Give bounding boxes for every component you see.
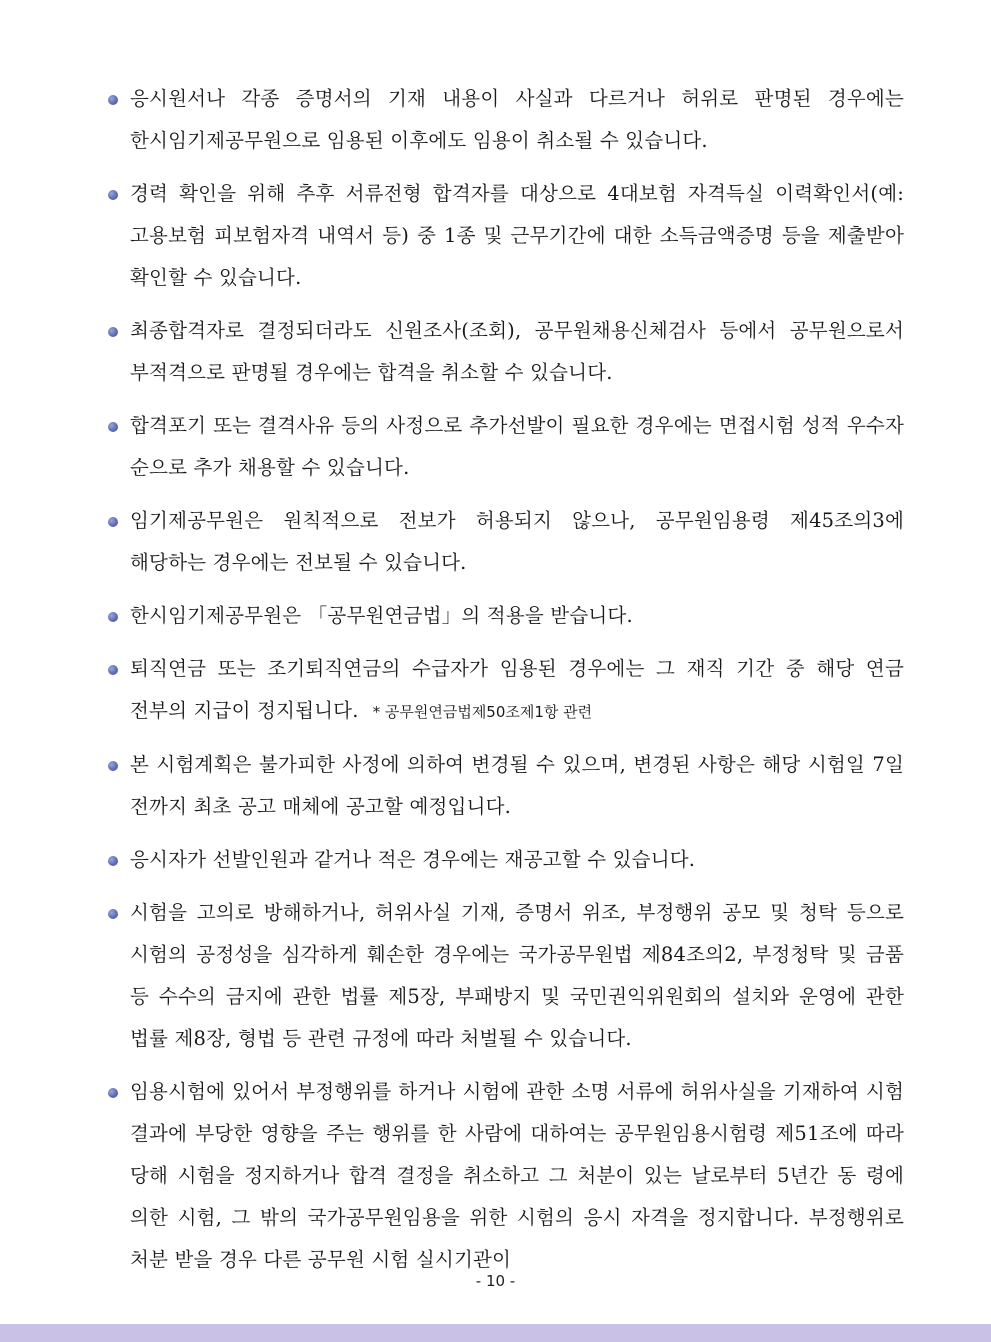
bullet-icon [108,909,118,919]
item-text: 퇴직연금 또는 조기퇴직연금의 수급자가 임용된 경우에는 그 재직 기간 중 해당 연금 전부의 지급이 정지됩니다. [130,657,904,722]
list-item [104,744,904,828]
item-text: 임기제공무원은 원칙적으로 전보가 허용되지 않으나, 공무원임용령 제45조의3에 해당하는 경우에는 전보될 수 있습니다. [130,509,904,574]
list-item [104,595,904,637]
list-item [104,78,904,162]
item-text: 임용시험에 있어서 부정행위를 하거나 시험에 관한 소명 서류에 허위사실을 기재하여 시험 결과에 부당한 영향을 주는 행위를 한 사람에 대하여는 공무원임용시험령 제51조에 따라 당해 시험을 정지하거나 합격 결정을 취소하고 그 처분이 있는 날로부터 5년간 동 령에 의한 시험, 그 밖의 국가공무원임용을 위한 시험의 응시 자격을 정지합니다. 부정행위로 처분 받을 경우 다른 공무원 시험 실시기관이 [130,1080,904,1271]
bullet-icon [108,327,118,337]
list-item [104,500,904,584]
item-text: 합격포기 또는 결격사유 등의 사정으로 추가선발이 필요한 경우에는 면접시험 성적 우수자 순으로 추가 채용할 수 있습니다. [130,414,904,479]
bullet-icon [108,190,118,200]
list-item [104,892,904,1060]
notice-list [104,78,904,1292]
reference-note: * 공무원연금법제50조제1항 관련 [372,703,593,721]
item-text: 본 시험계획은 불가피한 사정에 의하여 변경될 수 있으며, 변경된 사항은 해당 시험일 7일 전까지 최초 공고 매체에 공고할 예정입니다. [130,753,904,818]
item-text: 경력 확인을 위해 추후 서류전형 합격자를 대상으로 4대보험 자격득실 이력확인서(예:고용보험 피보험자격 내역서 등) 중 1종 및 근무기간에 대한 소득금액증명 등을 제출받아 확인할 수 있습니다. [130,182,904,289]
item-text: 최종합격자로 결정되더라도 신원조사(조회), 공무원채용신체검사 등에서 공무원으로서 부적격으로 판명될 경우에는 합격을 취소할 수 있습니다. [130,319,904,384]
bullet-icon [108,761,118,771]
bullet-icon [108,517,118,527]
item-text: 응시원서나 각종 증명서의 기재 내용이 사실과 다르거나 허위로 판명된 경우에는 한시임기제공무원으로 임용된 이후에도 임용이 취소될 수 있습니다. [130,87,904,152]
bullet-icon [108,1088,118,1098]
item-text: 시험을 고의로 방해하거나, 허위사실 기재, 증명서 위조, 부정행위 공모 및 청탁 등으로 시험의 공정성을 심각하게 훼손한 경우에는 국가공무원법 제84조의2, 부정청탁 및 금품 등 수수의 금지에 관한 법률 제5장, 부패방지 및 국민권익위원회의 설치와 운영에 관한 법률 제8장, 형법 등 관련 규정에 따라 처벌될 수 있습니다. [130,901,904,1050]
list-item [104,310,904,394]
item-text-container [130,648,904,733]
item-text: 한시임기제공무원은 「공무원연금법」의 적용을 받습니다. [130,604,633,627]
list-item [104,405,904,489]
bullet-icon [108,422,118,432]
list-item [104,648,904,733]
bullet-icon [108,612,118,622]
list-item [104,1071,904,1281]
list-item [104,839,904,881]
bullet-icon [108,665,118,675]
footer-bar [0,1324,991,1342]
item-text: 응시자가 선발인원과 같거나 적은 경우에는 재공고할 수 있습니다. [130,848,696,871]
bullet-icon [108,856,118,866]
list-item [104,173,904,299]
bullet-icon [108,95,118,105]
page-number: - 10 - [475,1272,516,1290]
